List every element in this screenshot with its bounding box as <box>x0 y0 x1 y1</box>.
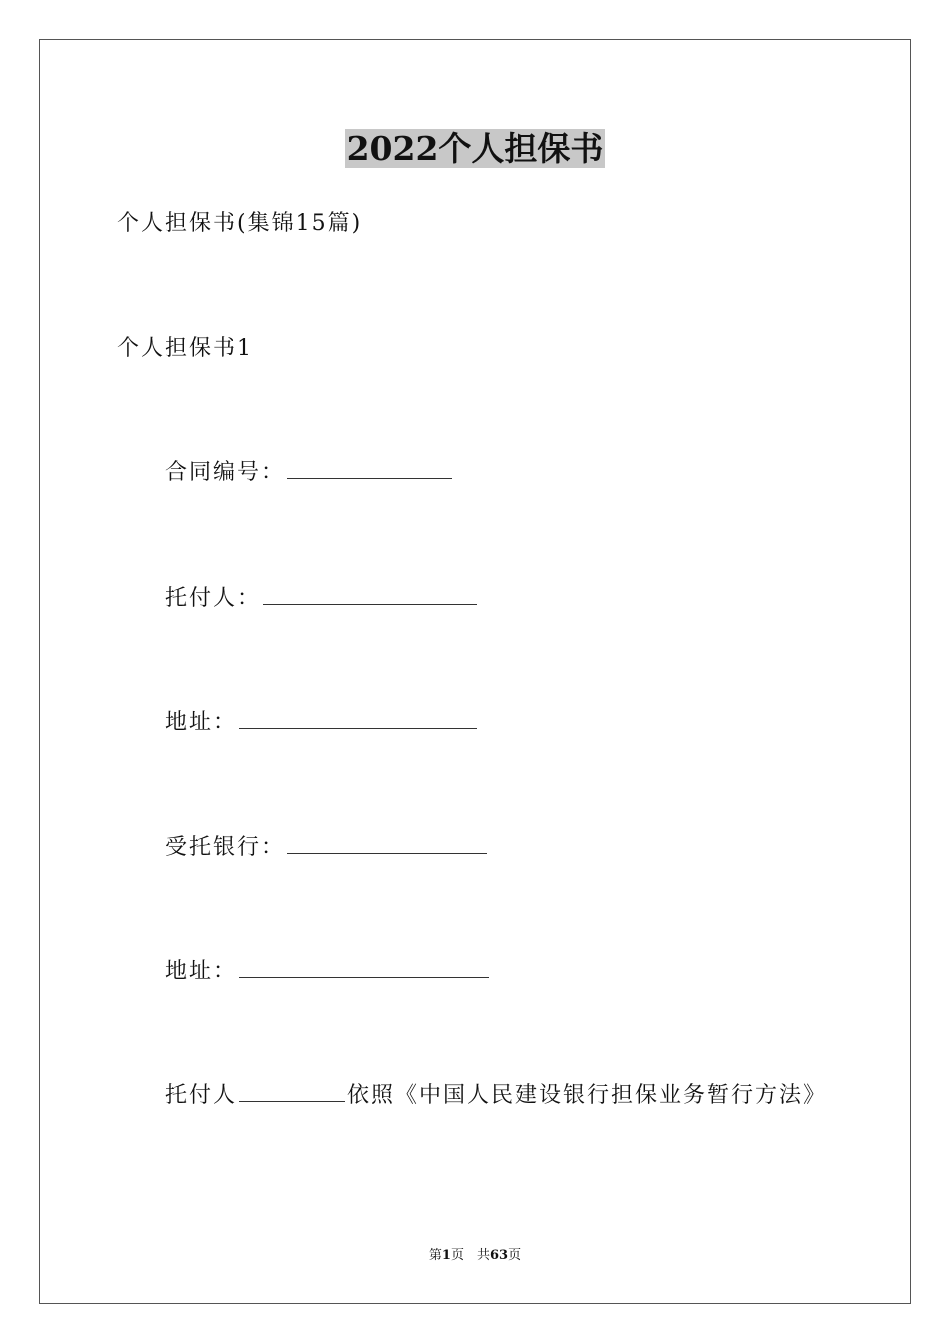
bank-blank <box>287 833 487 854</box>
body-suffix: 依照《中国人民建设银行担保业务暂行方法》 <box>347 1083 828 1108</box>
address-field-2 <box>165 957 489 987</box>
contract-number-field <box>165 458 452 488</box>
bank-label: 受托银行： <box>165 835 286 860</box>
address-blank-1 <box>239 708 477 729</box>
bank-field <box>165 833 487 863</box>
address-label-1: 地址： <box>165 710 238 735</box>
entrustor-label: 托付人： <box>165 586 262 611</box>
footer-page-suffix: 页 <box>508 1248 522 1263</box>
section-heading: 个人担保书1 <box>117 336 253 361</box>
body-prefix: 托付人 <box>165 1083 238 1108</box>
footer-page-prefix: 第 <box>428 1248 442 1263</box>
address-field-1 <box>165 708 477 738</box>
document-title-text: 2022个人担保书 <box>346 129 604 168</box>
contract-number-blank <box>287 458 452 479</box>
entrustor-name-blank <box>239 1081 345 1102</box>
footer-current-page: 1 <box>441 1248 451 1263</box>
entrustor-blank <box>263 584 477 605</box>
document-title <box>0 127 950 171</box>
body-paragraph <box>165 1081 827 1111</box>
footer-page-mid: 页 共 <box>450 1248 490 1263</box>
footer-total-pages: 63 <box>489 1248 509 1263</box>
address-label-2: 地址： <box>165 959 238 984</box>
document-subtitle: 个人担保书(集锦15篇) <box>117 211 363 236</box>
address-blank-2 <box>239 957 489 978</box>
entrustor-field <box>165 584 477 614</box>
contract-number-label: 合同编号： <box>165 460 286 485</box>
page-footer <box>0 1247 950 1265</box>
